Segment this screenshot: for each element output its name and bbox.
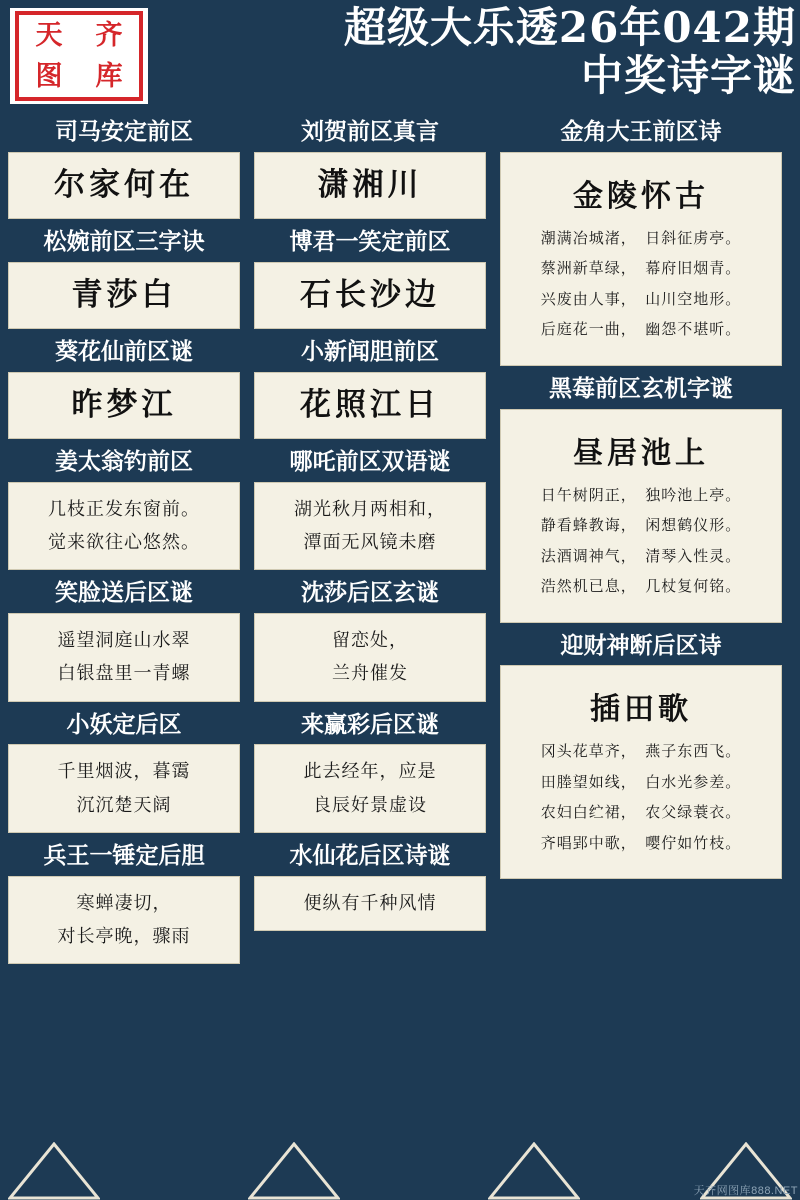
riddle-line: 觉来欲往心悠然。 bbox=[48, 531, 200, 553]
riddle-block bbox=[254, 338, 486, 439]
poem-line: 后庭花一曲， 幽怨不堪听。 bbox=[540, 320, 742, 339]
riddle-block bbox=[8, 118, 240, 219]
riddle-title: 刘贺前区真言 bbox=[301, 118, 439, 145]
riddle-line: 此去经年，应是 bbox=[303, 761, 437, 783]
poem-line: 日午树阴正， 独吟池上亭。 bbox=[540, 485, 742, 504]
poem-line: 兴废由人事， 山川空地形。 bbox=[540, 289, 742, 308]
riddle-title: 葵花仙前区谜 bbox=[55, 337, 193, 365]
poem-block bbox=[500, 118, 782, 366]
riddle-block bbox=[8, 711, 240, 833]
watermark: 天齐网图库888.NET bbox=[693, 1185, 798, 1197]
riddle-line: 对长亭晚，骤雨 bbox=[57, 925, 191, 947]
stamp-char-1: 齐 bbox=[95, 20, 123, 51]
poem-section-title: 金角大王前区诗 bbox=[560, 118, 722, 145]
poem-line: 法酒调神气， 清琴入性灵。 bbox=[540, 546, 742, 565]
stamp-char-4: 图 bbox=[35, 61, 63, 92]
riddle-line: 白银盘里一青螺 bbox=[57, 663, 191, 685]
poem-line: 农妇白纻裙， 农父绿蓑衣。 bbox=[540, 803, 742, 822]
riddle-block bbox=[254, 118, 486, 219]
riddle-panel bbox=[8, 482, 240, 571]
poem-line: 齐唱郢中歌， 嘤佇如竹枝。 bbox=[540, 833, 742, 852]
poem-line: 静看蜂教诲， 闲想鹤仪形。 bbox=[540, 516, 742, 534]
riddle-title: 沈莎后区玄谜 bbox=[301, 579, 439, 607]
poem-line: 蔡洲新草绿， 幕府旧烟青。 bbox=[540, 259, 742, 278]
riddle-block bbox=[254, 228, 486, 329]
riddle-title: 笑脸送后区谜 bbox=[55, 579, 193, 607]
triangle-decor-2 bbox=[248, 1142, 340, 1200]
riddle-panel bbox=[8, 613, 240, 702]
page-title: 超级大乐透26年042期 bbox=[343, 3, 796, 52]
riddle-block bbox=[8, 579, 240, 701]
riddle-line: 潭面无风镜未磨 bbox=[303, 531, 437, 553]
poem-line: 潮满冶城渚， 日斜征虏亭。 bbox=[540, 228, 742, 247]
riddle-line: 花照江日 bbox=[300, 386, 440, 423]
poem-title: 插田歌 bbox=[590, 692, 692, 728]
stamp-char-3: 库 bbox=[95, 61, 123, 92]
riddle-panel bbox=[254, 876, 486, 931]
riddle-block bbox=[254, 448, 486, 570]
riddle-title: 松婉前区三字诀 bbox=[43, 227, 205, 255]
riddle-line: 石长沙边 bbox=[300, 276, 440, 313]
riddle-line: 遥望洞庭山水翠 bbox=[57, 629, 191, 651]
poem-section-title: 黑莓前区玄机字谜 bbox=[549, 374, 733, 402]
riddle-panel bbox=[254, 262, 486, 329]
riddle-title: 小新闻胆前区 bbox=[301, 337, 439, 365]
logo-stamp bbox=[10, 8, 148, 104]
stamp-characters bbox=[15, 11, 143, 101]
poem-title: 昼居池上 bbox=[573, 435, 709, 471]
poem-block bbox=[500, 632, 782, 880]
riddle-line: 兰舟催发 bbox=[332, 663, 408, 685]
poem-line: 冈头花草齐， 燕子东西飞。 bbox=[540, 742, 742, 761]
riddle-title: 博君一笑定前区 bbox=[289, 227, 451, 255]
content-board bbox=[0, 118, 800, 1138]
riddle-line: 昨梦江 bbox=[71, 386, 177, 423]
riddle-title: 哪吒前区双语谜 bbox=[289, 447, 451, 475]
riddle-title: 司马安定前区 bbox=[55, 118, 193, 145]
riddle-panel bbox=[8, 262, 240, 329]
triangle-decor-3 bbox=[488, 1142, 580, 1200]
riddle-line: 留恋处， bbox=[332, 629, 408, 651]
riddle-panel bbox=[8, 876, 240, 965]
stamp-char-2: 天 bbox=[35, 20, 63, 51]
riddle-line: 千里烟波，暮霭 bbox=[57, 761, 191, 783]
riddle-title: 水仙花后区诗谜 bbox=[289, 841, 451, 869]
riddle-block bbox=[8, 228, 240, 329]
riddle-panel bbox=[254, 482, 486, 571]
column-left bbox=[8, 118, 240, 1138]
riddle-panel bbox=[8, 372, 240, 439]
poem-panel bbox=[500, 152, 782, 366]
riddle-title: 兵王一锤定后胆 bbox=[43, 841, 205, 869]
riddle-line: 青莎白 bbox=[71, 276, 177, 313]
riddle-line: 寒蝉凄切， bbox=[76, 892, 172, 914]
riddle-title: 姜太翁钓前区 bbox=[55, 447, 193, 475]
column-right bbox=[500, 118, 782, 1138]
riddle-line: 尔家何在 bbox=[54, 166, 194, 203]
poem-panel bbox=[500, 409, 782, 623]
riddle-line: 湖光秋月两相和， bbox=[294, 498, 446, 520]
riddle-panel bbox=[254, 744, 486, 833]
poem-section-title: 迎财神断后区诗 bbox=[560, 631, 722, 659]
riddle-panel bbox=[8, 744, 240, 833]
triangle-decor-1 bbox=[8, 1142, 100, 1200]
title-block bbox=[160, 4, 800, 101]
riddle-block bbox=[8, 448, 240, 570]
riddle-title: 小妖定后区 bbox=[66, 710, 182, 738]
riddle-panel bbox=[254, 152, 486, 219]
poem-line: 浩然机已息， 几杖复何铭。 bbox=[540, 577, 742, 595]
riddle-panel bbox=[254, 613, 486, 702]
poem-title: 金陵怀古 bbox=[573, 178, 709, 214]
page-subtitle: 中奖诗字谜 bbox=[580, 51, 796, 101]
poem-panel bbox=[500, 665, 782, 879]
riddle-block bbox=[254, 711, 486, 833]
riddle-line: 良辰好景虚设 bbox=[313, 794, 427, 816]
page-footer bbox=[0, 1138, 800, 1200]
poem-line: 田塍望如线， 白水光参差。 bbox=[540, 772, 742, 791]
poem-block bbox=[500, 375, 782, 623]
column-middle bbox=[254, 118, 486, 1138]
riddle-panel bbox=[8, 152, 240, 219]
riddle-line: 便纵有千种风情 bbox=[303, 892, 437, 914]
riddle-title: 来赢彩后区谜 bbox=[301, 710, 439, 738]
riddle-block bbox=[254, 579, 486, 701]
riddle-line: 潇湘川 bbox=[317, 166, 423, 203]
riddle-block bbox=[8, 842, 240, 964]
riddle-panel bbox=[254, 372, 486, 439]
riddle-block bbox=[8, 338, 240, 439]
page-header bbox=[0, 0, 800, 112]
riddle-line: 几枝正发东窗前。 bbox=[48, 498, 200, 520]
riddle-line: 沉沉楚天阔 bbox=[76, 794, 172, 816]
riddle-block bbox=[254, 842, 486, 931]
